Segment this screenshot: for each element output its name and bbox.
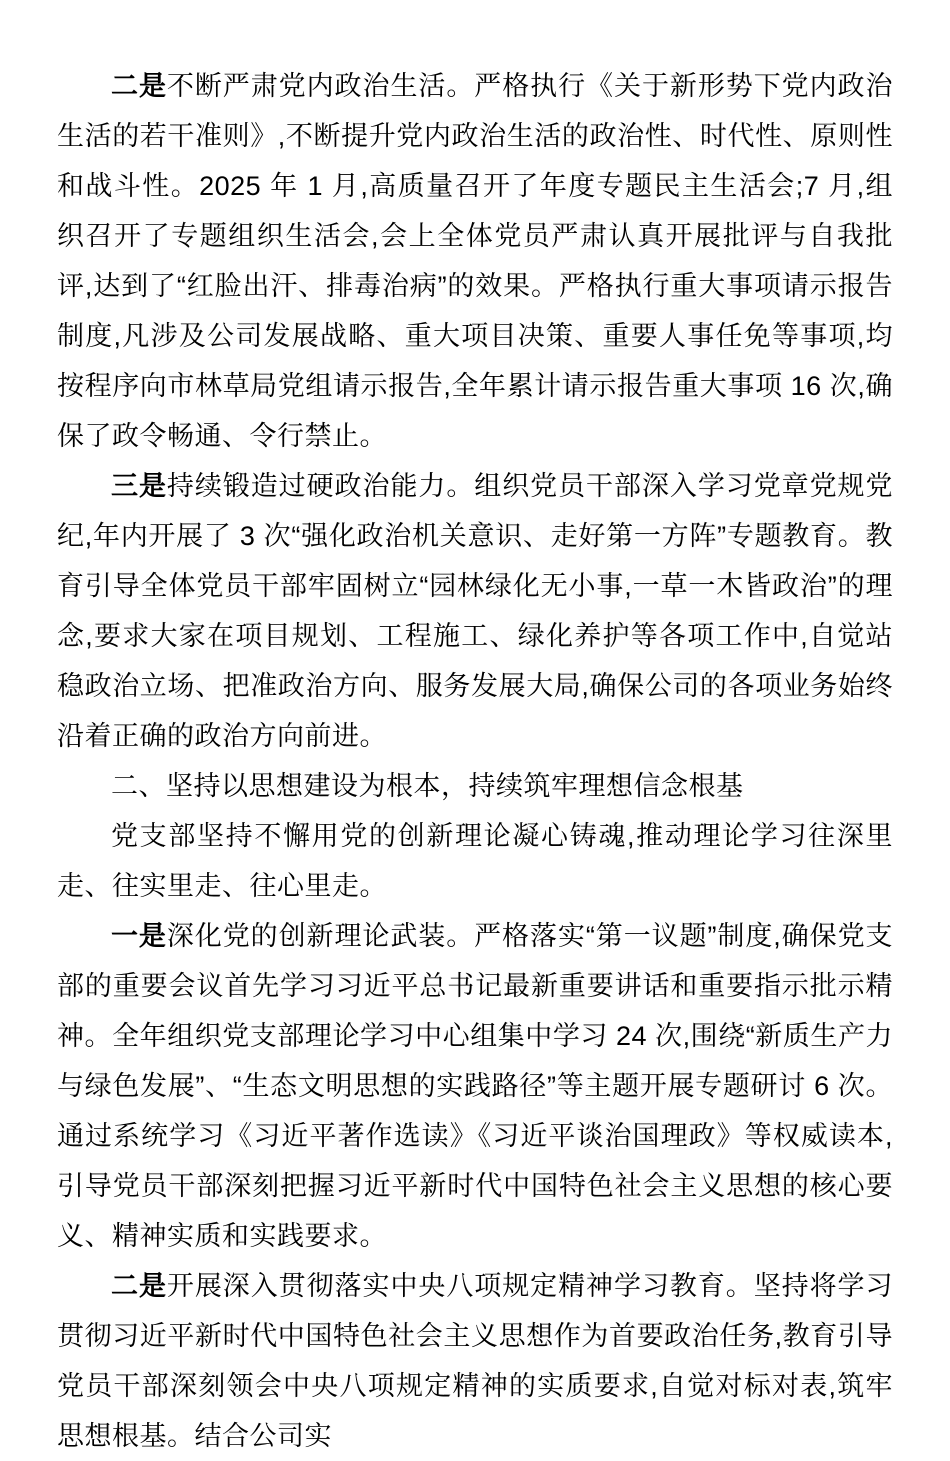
- paragraph-lead: 二是: [111, 71, 167, 101]
- paragraph: 一是深化党的创新理论武装。严格落实“第一议题”制度,确保党支部的重要会议首先学习习近平总书记最新重要讲话和重要指示批示精神。全年组织党支部理论学习中心组集中学习 24 次,围绕“新质生产力与绿色发展”、“生态文明思想的实践路径”等主题开展专题研讨 6 次。通过系统学习《习近平著作选读》《习近平谈治国理政》等权威读本,引导党员干部深刻把握习近平新时代中国特色社会主义思想的核心要义、精神实质和实践要求。: [57, 921, 894, 1251]
- paragraph: 党支部坚持不懈用党的创新理论凝心铸魂,推动理论学习往深里走、往实里走、往心里走。: [57, 821, 893, 901]
- paragraph: 二是开展深入贯彻落实中央八项规定精神学习教育。坚持将学习贯彻习近平新时代中国特色社会主义思想作为首要政治任务,教育引导党员干部深刻领会中央八项规定精神的实质要求,自觉对标对表,筑牢思想根基。结合公司实: [57, 1271, 894, 1451]
- document-body: [57, 61, 893, 1461]
- paragraph-lead: 一是: [111, 921, 167, 951]
- paragraph-lead: 三是: [111, 471, 167, 501]
- paragraph: 三是持续锻造过硬政治能力。组织党员干部深入学习党章党规党纪,年内开展了 3 次“强化政治机关意识、走好第一方阵”专题教育。教育引导全体党员干部牢固树立“园林绿化无小事,一草一木皆政治”的理念,要求大家在项目规划、工程施工、绿化养护等各项工作中,自觉站稳政治立场、把准政治方向、服务发展大局,确保公司的各项业务始终沿着正确的政治方向前进。: [57, 471, 894, 751]
- paragraph: 二是不断严肃党内政治生活。严格执行《关于新形势下党内政治生活的若干准则》,不断提升党内政治生活的政治性、时代性、原则性和战斗性。2025 年 1 月,高质量召开了年度专题民主生活会;7 月,组织召开了专题组织生活会,会上全体党员严肃认真开展批评与自我批评,达到了“红脸出汗、排毒治病”的效果。严格执行重大事项请示报告制度,凡涉及公司发展战略、重大项目决策、重要人事任免等事项,均按程序向市林草局党组请示报告,全年累计请示报告重大事项 16 次,确保了政令畅通、令行禁止。: [57, 71, 894, 451]
- paragraph-lead: 二是: [111, 1271, 167, 1301]
- section-heading: 二、坚持以思想建设为根本，持续筑牢理想信念根基: [111, 771, 744, 801]
